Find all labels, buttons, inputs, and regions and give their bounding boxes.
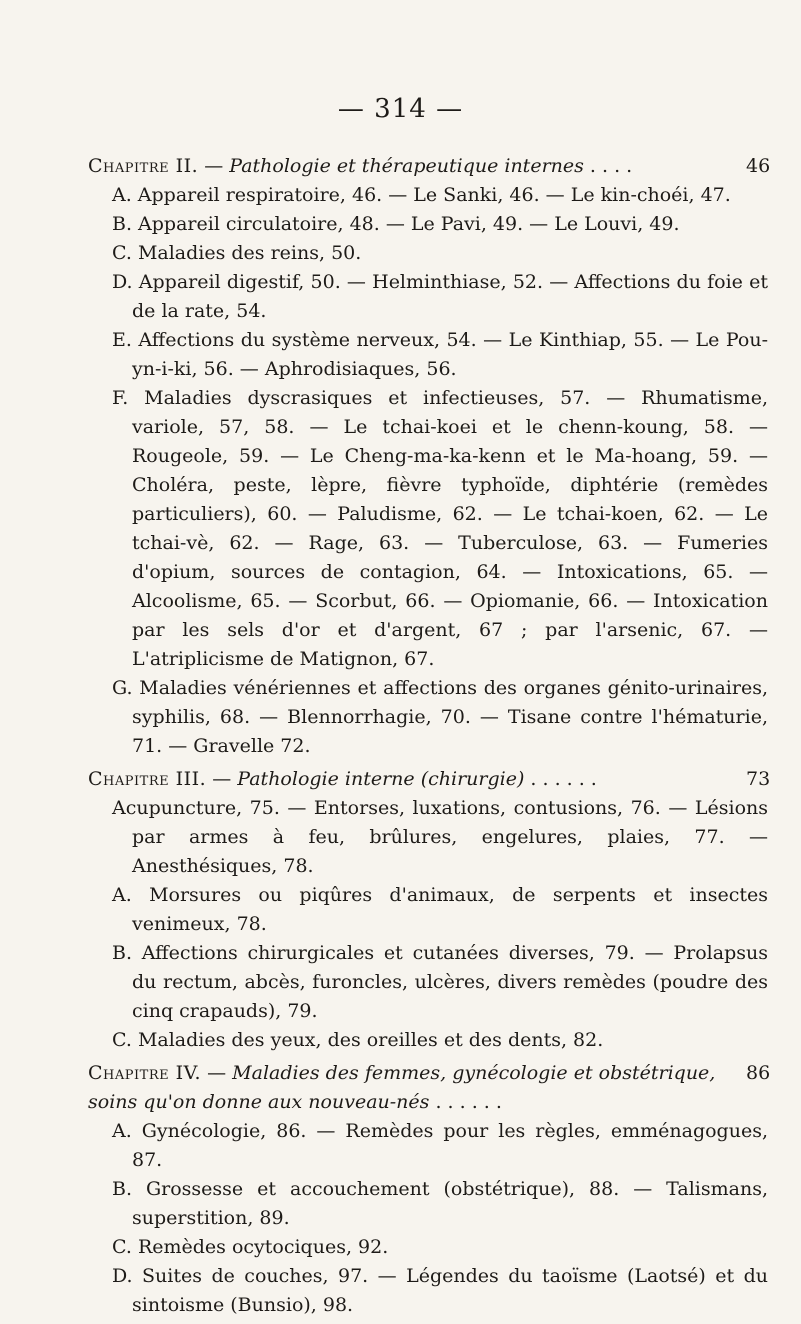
chapter-2 [88, 152, 771, 761]
toc-entry: A. Gynécologie, 86. — Remèdes pour les règles, emménagogues, 87. [112, 1120, 768, 1171]
chapter-page: 86 [746, 1062, 771, 1084]
toc-entry: E. Affections du système nerveux, 54. — Le Kinthiap, 55. — Le Pou-yn-i-ki, 56. — Aphrodisiaques, 56. [112, 329, 768, 380]
chapter-leaders: . . . . . . [429, 1091, 502, 1113]
chapter-heading: Chapitre IV. — Maladies des femmes, gynécologie et obstétrique, soins qu'on donne aux nouveau-nés . . . . . . 86 [88, 1059, 768, 1117]
toc-entry: F. Maladies dyscrasiques et infectieuses, 57. — Rhumatisme, variole, 57, 58. — Le tchai-koei et le chenn-koung, 58. — Rougeole, 59. — Le Cheng-ma-ka-kenn et le Ma-hoang, 59. — Choléra, peste, lèpre, fièvre typhoïde, diphtérie (remèdes particuliers), 60. — Paludisme, 62. — Le tchai-koen, 62. — Le tchai-vè, 62. — Rage, 63. — Tuberculose, 63. — Fumeries d'opium, sources de contagion, 64. — Intoxications, 65. — Alcoolisme, 65. — Scorbut, 66. — Opiomanie, 66. — Intoxication par les sels d'or et d'argent, 67 ; par l'arsenic, 67. — L'atriplicisme de Matignon, 67. [112, 387, 768, 670]
chapter-3 [88, 765, 771, 1055]
chapter-label: Chapitre IV. [88, 1062, 202, 1084]
toc-entry: B. Affections chirurgicales et cutanées diverses, 79. — Prolapsus du rectum, abcès, furoncles, ulcères, divers remèdes (poudre des cinq crapauds), 79. [112, 942, 768, 1022]
toc-entry: A. Morsures ou piqûres d'animaux, de serpents et insectes venimeux, 78. [112, 884, 768, 935]
toc-entry: D. Appareil digestif, 50. — Helminthiase, 52. — Affections du foie et de la rate, 54. [112, 271, 768, 322]
toc-entry: A. Appareil respiratoire, 46. — Le Sanki, 46. — Le kin-choéi, 47. [112, 184, 731, 206]
page-number: — 314 — [337, 94, 464, 124]
chapter-4 [88, 1059, 771, 1320]
chapter-title: Pathologie interne (chirurgie) [237, 768, 525, 790]
table-of-contents [88, 150, 771, 1324]
chapter-label: Chapitre III. [88, 768, 207, 790]
chapter-heading: Chapitre III. — Pathologie interne (chirurgie) . . . . . . 73 [88, 765, 768, 794]
chapter-title: Maladies des femmes, gynécologie et obstétrique, soins qu'on donne aux nouveau-nés [88, 1062, 716, 1113]
chapter-page: 46 [746, 155, 771, 177]
toc-entry: D. Suites de couches, 97. — Légendes du taoïsme (Laotsé) et du sintoisme (Bunsio), 98. [112, 1265, 768, 1316]
toc-entry: C. Maladies des reins, 50. [112, 242, 362, 264]
chapter-heading: Chapitre II. — Pathologie et thérapeutique internes . . . . 46 [88, 152, 768, 181]
chapter-page: 73 [746, 768, 771, 790]
toc-entry: C. Maladies des yeux, des oreilles et des dents, 82. [112, 1029, 604, 1051]
chapter-title: Pathologie et thérapeutique internes [229, 155, 584, 177]
chapter-leaders: . . . . . . [524, 768, 597, 790]
toc-entry: Acupuncture, 75. — Entorses, luxations, contusions, 76. — Lésions par armes à feu, brûlures, engelures, plaies, 77. — Anesthésiques, 78. [112, 797, 768, 877]
toc-entry: G. Maladies vénériennes et affections des organes génito-urinaires, syphilis, 68. — Blennorrhagie, 70. — Tisane contre l'hématurie, 71. — Gravelle 72. [112, 677, 768, 757]
toc-entry: B. Grossesse et accouchement (obstétrique), 88. — Talismans, superstition, 89. [112, 1178, 768, 1229]
toc-entry: B. Appareil circulatoire, 48. — Le Pavi, 49. — Le Louvi, 49. [112, 213, 680, 235]
chapter-leaders: . . . . [583, 155, 633, 177]
chapter-label: Chapitre II. [88, 155, 199, 177]
toc-entry: C. Remèdes ocytociques, 92. [112, 1236, 389, 1258]
